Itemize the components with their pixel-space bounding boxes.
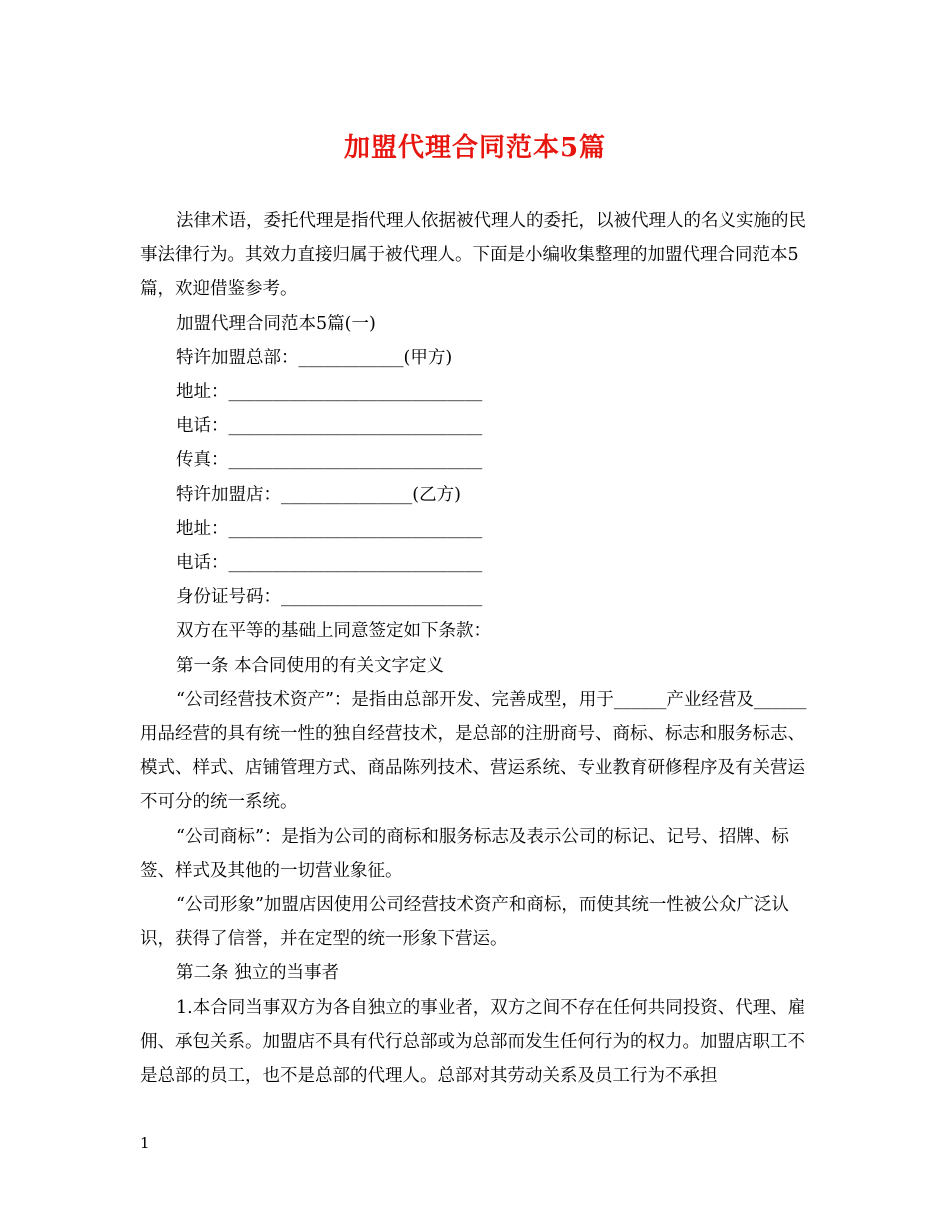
form-line-address-a: 地址：_____________________________ — [176, 382, 483, 403]
intro-paragraph: 法律术语，委托代理是指代理人依据被代理人的委托，以被代理人的名义实施的民事法律行为。其效力直接归属于被代理人。下面是小编收集整理的加盟代理合同范本5篇，欢迎借鉴参考。 — [140, 211, 806, 300]
definition-trademark: “公司商标”：是指为公司的商标和服务标志及表示公司的标记、记号、招牌、标签、样式及其他的一切营业象征。 — [140, 826, 789, 881]
form-line-phone-a: 电话：_____________________________ — [176, 416, 483, 437]
definition-image: “公司形象”加盟店因使用公司经营技术资产和商标，而使其统一性被公众广泛认识，获得了信誉，并在定型的统一形象下营运。 — [140, 895, 789, 950]
form-line-franchisee: 特许加盟店：_______________(乙方) — [176, 484, 461, 505]
article-2-heading: 第二条 独立的当事者 — [176, 963, 340, 984]
form-line-fax-a: 传真：_____________________________ — [176, 450, 483, 471]
document-body — [140, 204, 820, 1093]
definition-assets: “公司经营技术资产”：是指由总部开发、完善成型，用于______产业经营及______用品经营的具有统一性的独自经营技术，是总部的注册商号、商标、标志和服务标志、模式、样式、店铺管理方式、商品陈列技术、营运系统、专业教育研修程序及有关营运不可分的统一系统。 — [140, 689, 807, 813]
form-line-phone-b: 电话：_____________________________ — [176, 553, 483, 574]
section-heading: 加盟代理合同范本5篇(一) — [176, 313, 376, 334]
page-number: 1 — [140, 1134, 150, 1152]
document-title: 加盟代理合同范本5篇 — [343, 133, 607, 163]
form-line-id-number: 身份证号码：_______________________ — [176, 587, 483, 608]
article-1-heading: 第一条 本合同使用的有关文字定义 — [176, 655, 445, 676]
agreement-line: 双方在平等的基础上同意签定如下条款： — [176, 621, 491, 642]
form-line-franchisor: 特许加盟总部：____________(甲方) — [176, 347, 453, 368]
article-2-clause-1: 1.本合同当事双方为各自独立的事业者，双方之间不存在任何共同投资、代理、雇佣、承包关系。加盟店不具有代行总部或为总部而发生任何行为的权力。加盟店职工不是总部的员工，也不是总部的代理人。总部对其劳动关系及员工行为不承担 — [140, 997, 806, 1087]
form-line-address-b: 地址：_____________________________ — [176, 518, 483, 539]
